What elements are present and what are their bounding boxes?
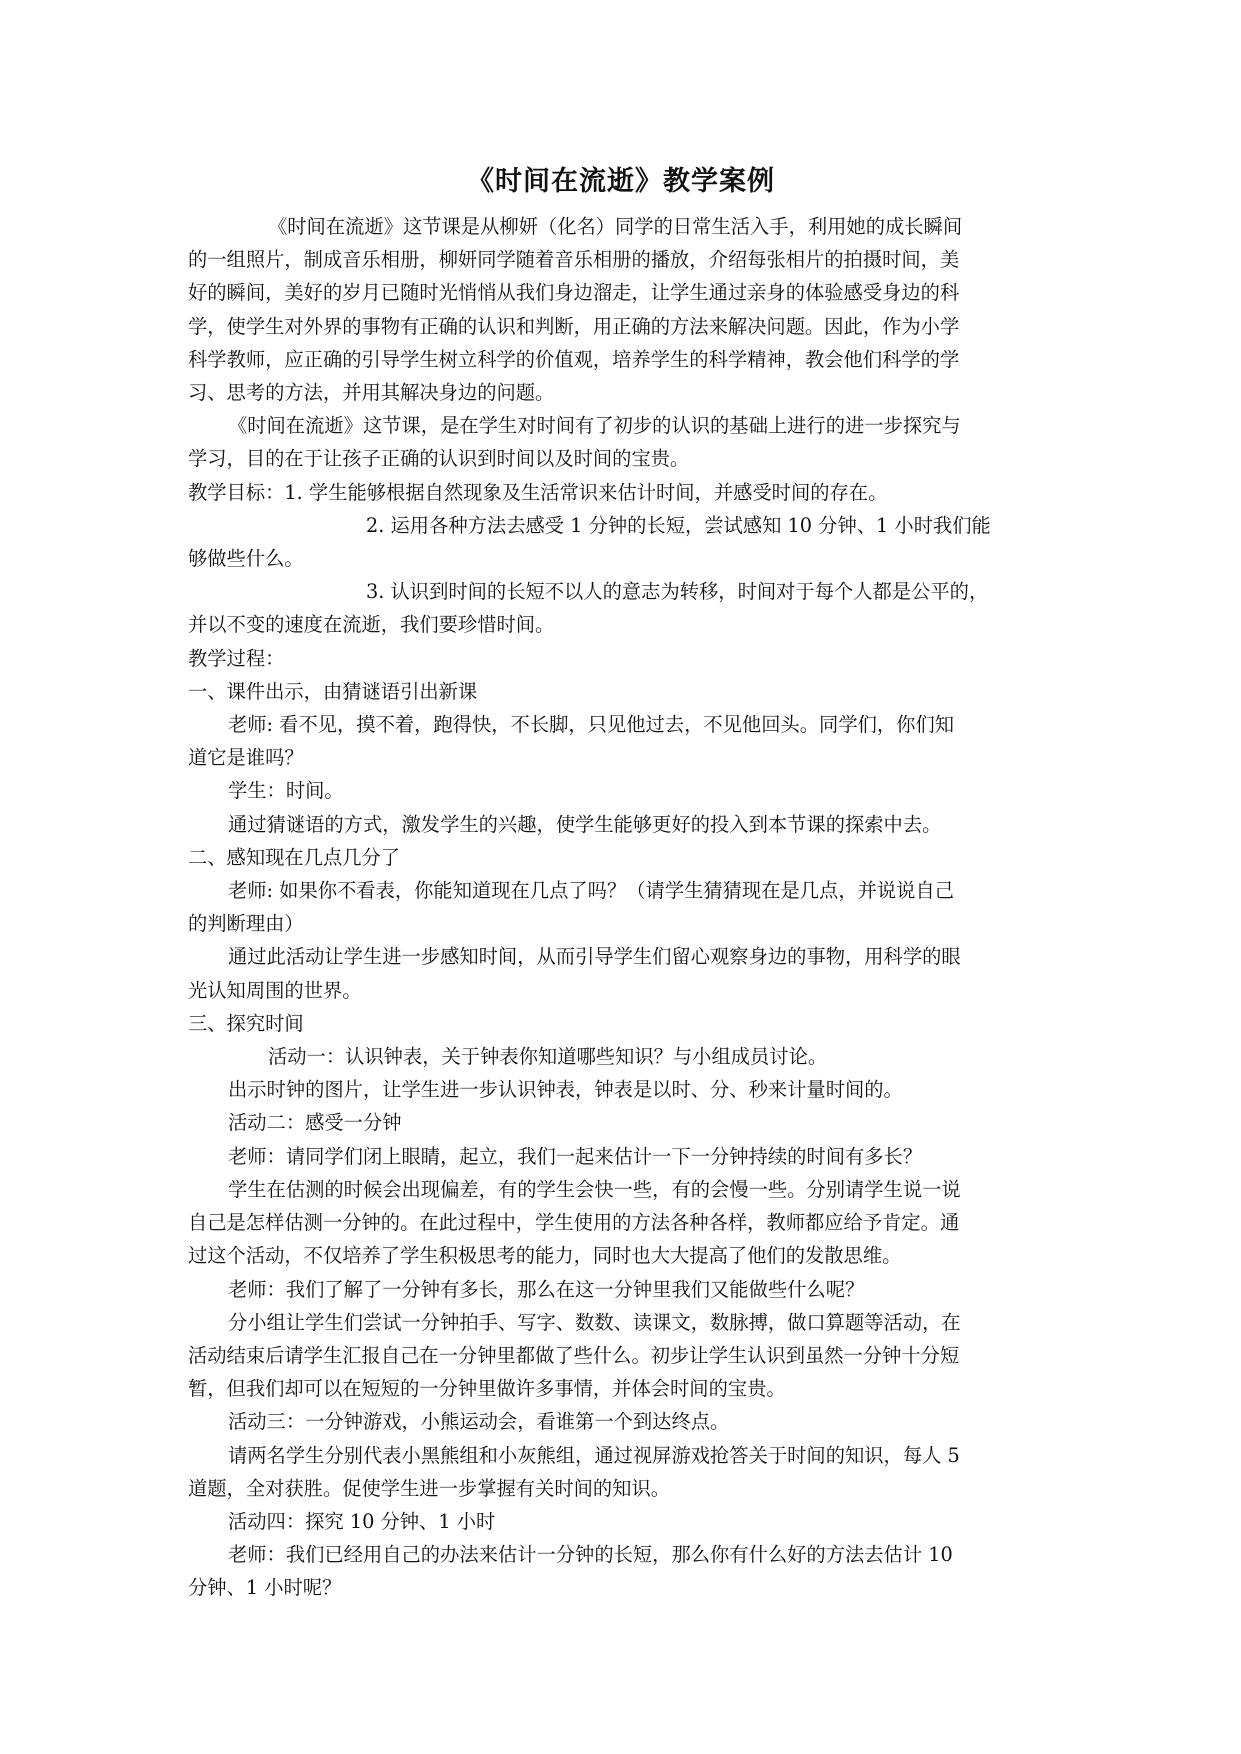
text-line: 的判断理由） bbox=[188, 912, 304, 936]
text-line: 分钟、1 小时呢？ bbox=[188, 1576, 342, 1600]
document-title: 《时间在流逝》教学案例 bbox=[467, 166, 775, 197]
text-line: 《时间在流逝》这节课，是在学生对时间有了初步的认识的基础上进行的进一步探究与 bbox=[228, 414, 961, 438]
text-line: 学生：时间。 bbox=[228, 779, 344, 803]
text-line: 二、感知现在几点几分了 bbox=[188, 845, 401, 869]
text-line: 活动三：一分钟游戏，小熊运动会，看谁第一个到达终点。 bbox=[228, 1410, 730, 1434]
text-line: 教学目标：1. 学生能够根据自然现象及生活常识来估计时间，并感受时间的存在。 bbox=[188, 480, 888, 504]
text-line: 够做些什么。 bbox=[188, 547, 304, 571]
document-body bbox=[188, 210, 1054, 1605]
text-line: 道题，全对获胜。促使学生进一步掌握有关时间的知识。 bbox=[188, 1476, 671, 1500]
text-line: 老师：请同学们闭上眼睛，起立，我们一起来估计一下一分钟持续的时间有多长？ bbox=[228, 1144, 923, 1168]
text-line: 的一组照片，制成音乐相册，柳妍同学随着音乐相册的播放，介绍每张相片的拍摄时间，美 bbox=[188, 248, 960, 272]
text-line: 通过此活动让学生进一步感知时间，从而引导学生们留心观察身边的事物，用科学的眼 bbox=[228, 945, 961, 969]
text-line: 老师：我们已经用自己的办法来估计一分钟的长短，那么你有什么好的方法去估计 10 bbox=[228, 1543, 953, 1567]
text-line: 活动结束后请学生汇报自己在一分钟里都做了些什么。初步让学生认识到虽然一分钟十分短 bbox=[188, 1343, 960, 1367]
text-line: 自己是怎样估测一分钟的。在此过程中，学生使用的方法各种各样，教师都应给予肯定。通 bbox=[188, 1211, 960, 1235]
text-line: 教学过程： bbox=[188, 646, 285, 670]
text-line: 老师: 看不见，摸不着，跑得快，不长脚，只见他过去，不见他回头。同学们，你们知 bbox=[228, 713, 955, 737]
text-line: 光认知周围的世界。 bbox=[188, 978, 362, 1002]
text-line: 好的瞬间，美好的岁月已随时光悄悄从我们身边溜走，让学生通过亲身的体验感受身边的科 bbox=[188, 281, 960, 305]
text-line: 并以不变的速度在流逝，我们要珍惜时间。 bbox=[188, 613, 555, 637]
text-line: 出示时钟的图片，让学生进一步认识钟表，钟表是以时、分、秒来计量时间的。 bbox=[228, 1078, 903, 1102]
text-line: 一、课件出示，由猜谜语引出新课 bbox=[188, 679, 478, 703]
text-line: 活动四：探究 10 分钟、1 小时 bbox=[228, 1509, 496, 1533]
document-page bbox=[188, 160, 1054, 1605]
text-line: 学生在估测的时候会出现偏差，有的学生会快一些，有的会慢一些。分别请学生说一说 bbox=[228, 1177, 961, 1201]
text-line: 活动二：感受一分钟 bbox=[228, 1111, 402, 1135]
text-line: 学，使学生对外界的事物有正确的认识和判断，用正确的方法来解决问题。因此，作为小学 bbox=[188, 314, 960, 338]
text-line: 分小组让学生们尝试一分钟拍手、写字、数数、读课文，数脉搏，做口算题等活动，在 bbox=[228, 1310, 961, 1334]
text-line: 请两名学生分别代表小黑熊组和小灰熊组，通过视屏游戏抢答关于时间的知识，每人 5 bbox=[228, 1443, 960, 1467]
text-line: 2. 运用各种方法去感受 1 分钟的长短，尝试感知 10 分钟、1 小时我们能 bbox=[366, 513, 991, 537]
text-line: 《时间在流逝》这节课是从柳妍（化名）同学的日常生活入手，利用她的成长瞬间 bbox=[268, 215, 963, 238]
text-line: 科学教师，应正确的引导学生树立科学的价值观，培养学生的科学精神，教会他们科学的学 bbox=[188, 347, 960, 371]
text-line: 习、思考的方法，并用其解决身边的问题。 bbox=[188, 381, 555, 405]
text-line: 道它是谁吗？ bbox=[188, 746, 304, 770]
text-line: 老师：我们了解了一分钟有多长，那么在这一分钟里我们又能做些什么呢？ bbox=[228, 1277, 865, 1301]
text-line: 活动一：认识钟表，关于钟表你知道哪些知识？与小组成员讨论。 bbox=[268, 1045, 828, 1069]
text-line: 学习，目的在于让孩子正确的认识到时间以及时间的宝贵。 bbox=[188, 447, 690, 471]
text-line: 暂，但我们却可以在短短的一分钟里做许多事情，并体会时间的宝贵。 bbox=[188, 1377, 786, 1401]
text-line: 3. 认识到时间的长短不以人的意志为转移，时间对于每个人都是公平的， bbox=[366, 580, 989, 604]
text-line: 三、探究时间 bbox=[188, 1011, 304, 1035]
text-line: 通过猜谜语的方式，激发学生的兴趣，使学生能够更好的投入到本节课的探索中去。 bbox=[228, 812, 942, 836]
text-line: 过这个活动，不仅培养了学生积极思考的能力，同时也大大提高了他们的发散思维。 bbox=[188, 1244, 902, 1268]
text-line: 老师: 如果你不看表，你能知道现在几点了吗？（请学生猜猜现在是几点，并说说自己 bbox=[228, 879, 955, 903]
